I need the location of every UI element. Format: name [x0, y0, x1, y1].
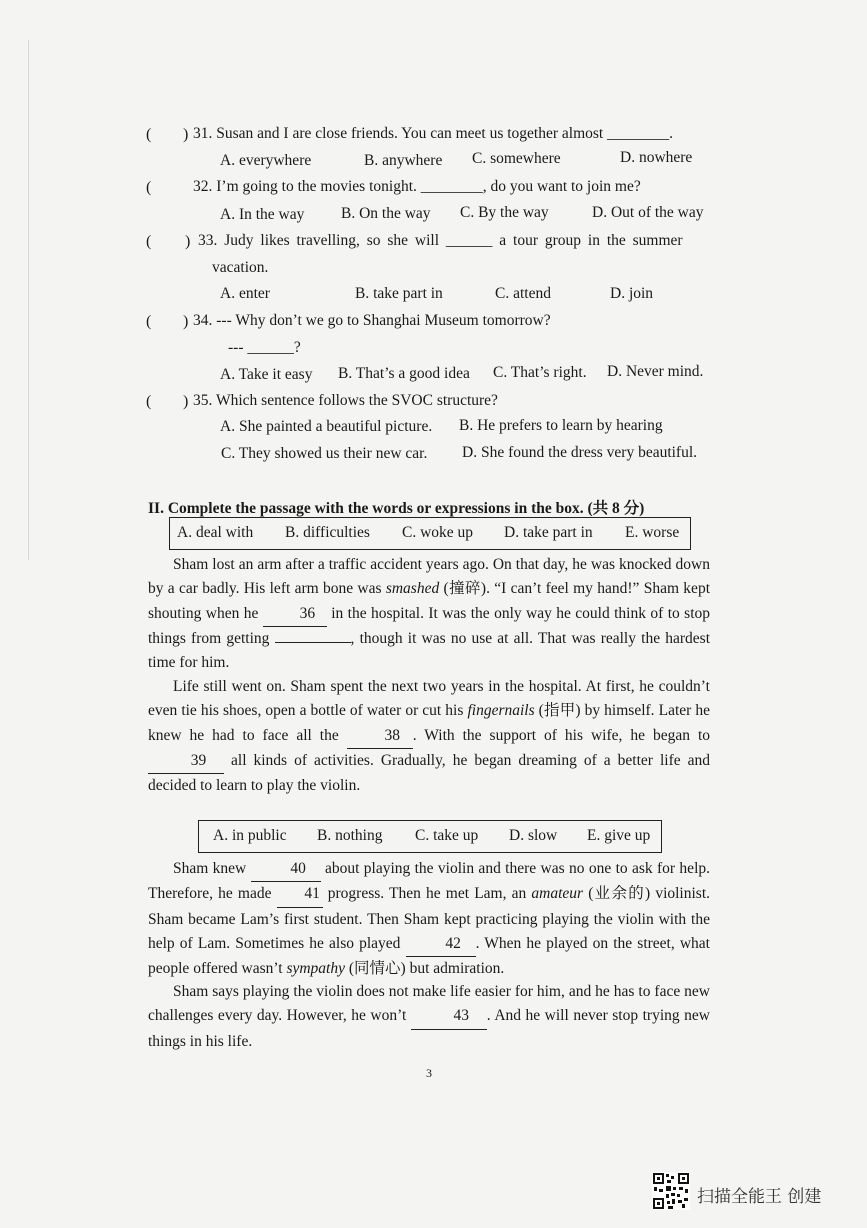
q34-option-d: D. Never mind. — [607, 363, 704, 380]
blank-39: 39 — [148, 749, 224, 774]
q33-option-b: B. take part in — [355, 285, 443, 302]
q33-option-d: D. join — [610, 285, 654, 302]
q35-option-d: D. She found the dress very beautiful. — [462, 444, 698, 461]
q35-option-a: A. She painted a beautiful picture. — [220, 418, 433, 435]
passage-paragraph-2: Life still went on. Sham spent the next two years in the hospital. At first, he couldn’t even tie his shoes, open a bottle of water or cut his fingernails (指甲) by himself. Later he knew he had to face all the 38 . With the support of his wife, he began to 39 all kinds of activities. Gradually, he began dreaming of a better life and decided to learn to play the violin. — [148, 678, 710, 795]
word-box-2-option: E. give up — [587, 827, 651, 844]
blank-43: 43 — [411, 1004, 487, 1029]
answer-paren-open: ( — [146, 126, 152, 143]
word-box-2-option: B. nothing — [317, 827, 383, 844]
q34-option-a: A. Take it easy — [220, 366, 313, 383]
q33-option-c: C. attend — [495, 285, 551, 302]
scan-edge-line — [28, 40, 29, 560]
question-33: 33. Judy likes travelling, so she will ______ a tour group in the summer — [198, 232, 683, 249]
q32-option-b: B. On the way — [341, 205, 431, 222]
question-32: 32. I’m going to the movies tonight. ________, do you want to join me? — [193, 178, 641, 195]
word-box-1-option: C. woke up — [402, 524, 474, 541]
question-34-response: --- ______? — [228, 339, 301, 356]
blank-41: 41 — [277, 882, 323, 907]
section-title: II. Complete the passage with the words or expressions in the box. (共 8 分) — [148, 500, 645, 517]
answer-paren-close: ) — [183, 126, 189, 143]
word-box-1-option: B. difficulties — [285, 524, 370, 541]
blank-36: 36 — [263, 602, 327, 627]
scanner-watermark: 扫描全能王 创建 — [697, 1187, 822, 1207]
page-number: 3 — [426, 1066, 432, 1080]
passage-paragraph-1: Sham lost an arm after a traffic accident years ago. On that day, he was knocked down by a car badly. His left arm bone was smashed (撞碎). “I can’t feel my hand!” Sham kept shouting when he 36 in the hospital. It was the only way he could think of to stop things from getting , though it was no use at all. That was really the hardest time for him. — [148, 556, 710, 672]
question-31: 31. Susan and I are close friends. You can meet us together almost ________. — [193, 125, 673, 142]
question-34: 34. --- Why don’t we go to Shanghai Museum tomorrow? — [193, 312, 551, 329]
blank-37 — [275, 642, 351, 643]
word-box-1-option: E. worse — [625, 524, 680, 541]
blank-42: 42 — [406, 932, 476, 957]
answer-paren-close: ) — [185, 233, 191, 250]
question-33-cont: vacation. — [212, 259, 269, 276]
answer-paren-open: ( — [146, 233, 152, 250]
word-box-2-option: A. in public — [213, 827, 287, 844]
q31-option-d: D. nowhere — [620, 149, 693, 166]
answer-paren-open: ( — [146, 313, 152, 330]
word-box-1-option: D. take part in — [504, 524, 593, 541]
blank-40: 40 — [251, 857, 321, 882]
q32-option-d: D. Out of the way — [592, 204, 704, 221]
answer-paren-close: ) — [183, 313, 189, 330]
blank-38: 38 — [347, 724, 413, 749]
answer-paren-open: ( — [146, 179, 152, 196]
word-box-2-option: D. slow — [509, 827, 558, 844]
word-box-2 — [198, 820, 662, 853]
q31-option-c: C. somewhere — [472, 150, 561, 167]
q34-option-c: C. That’s right. — [493, 364, 587, 381]
qr-code-icon — [652, 1172, 690, 1210]
answer-paren-open: ( — [146, 393, 152, 410]
q35-option-c: C. They showed us their new car. — [221, 445, 428, 462]
q32-option-a: A. In the way — [220, 206, 305, 223]
q33-option-a: A. enter — [220, 285, 270, 302]
q32-option-c: C. By the way — [460, 204, 549, 221]
answer-paren-close: ) — [183, 393, 189, 410]
passage-paragraph-4: Sham says playing the violin does not make life easier for him, and he has to face new challenges every day. However, he won’t 43 . And he will never stop trying new things in his life. — [148, 983, 710, 1050]
word-box-1-option: A. deal with — [177, 524, 254, 541]
q34-option-b: B. That’s a good idea — [338, 365, 470, 382]
word-box-1 — [169, 517, 691, 550]
passage-paragraph-3: Sham knew 40 about playing the violin and there was no one to ask for help. Therefore, he made 41 progress. Then he met Lam, an amateur (业余的) violinist. Sham became Lam’s first student. Then Sham kept practicing playing the violin with the help of Lam. Sometimes he also played 42 . When he played on the street, what people offered wasn’t sympathy (同情心) but admiration. — [148, 857, 710, 981]
q31-option-a: A. everywhere — [220, 152, 312, 169]
question-35: 35. Which sentence follows the SVOC structure? — [193, 392, 498, 409]
q35-option-b: B. He prefers to learn by hearing — [459, 417, 663, 434]
q31-option-b: B. anywhere — [364, 152, 443, 169]
word-box-2-option: C. take up — [415, 827, 479, 844]
